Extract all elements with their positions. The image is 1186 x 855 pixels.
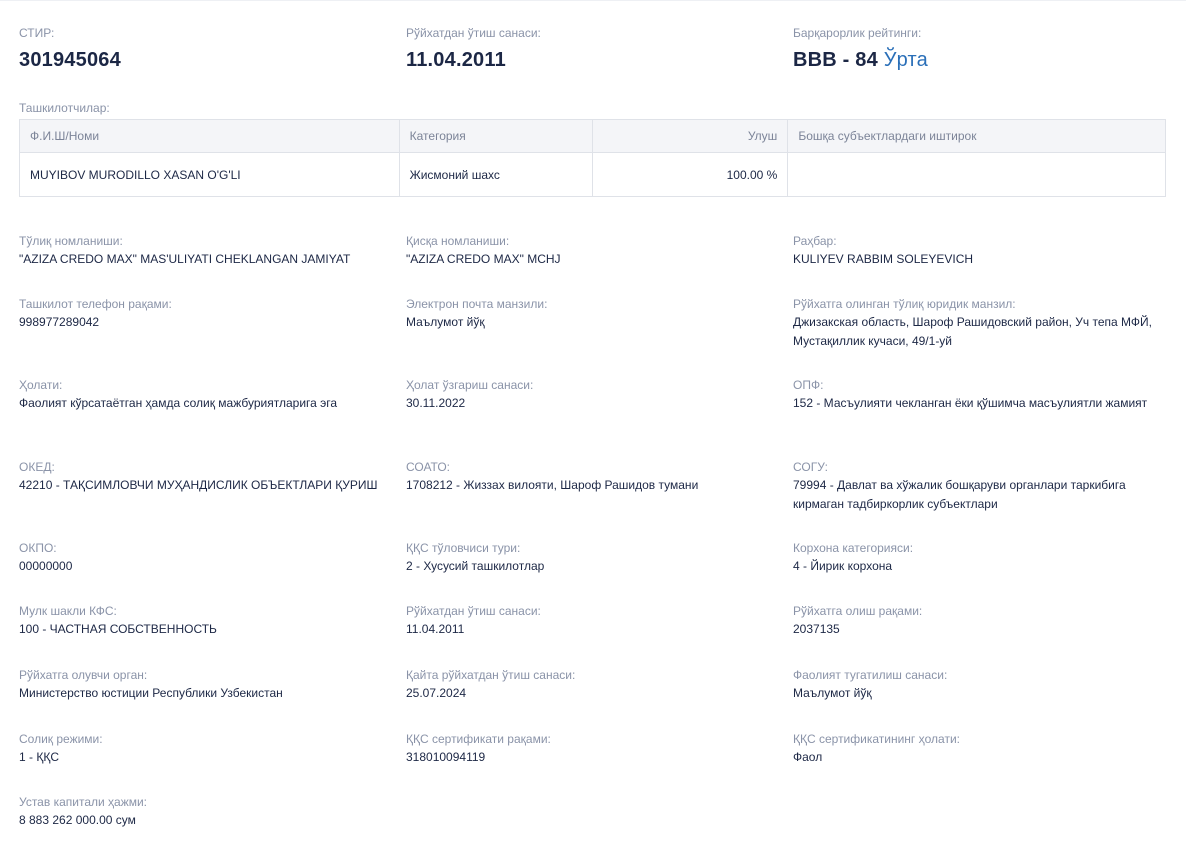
founders-table bbox=[19, 119, 1166, 197]
reg-date2-label: Рўйхатдан ўтиш санаси: bbox=[406, 604, 541, 618]
status-date-value: 30.11.2022 bbox=[406, 396, 466, 410]
rating-score: BBB - 84 bbox=[793, 49, 878, 71]
rating-value bbox=[793, 47, 928, 73]
vat-payer-label: ҚҚС тўловчиси тури: bbox=[406, 541, 521, 555]
status-date-label: Ҳолат ўзгариш санаси: bbox=[406, 378, 534, 392]
rating-level[interactable]: Ўрта bbox=[883, 49, 928, 71]
stir-label: СТИР: bbox=[19, 26, 55, 40]
founder-other bbox=[788, 153, 1166, 197]
top-divider bbox=[0, 0, 1186, 1]
rating-label: Барқарорлик рейтинги: bbox=[793, 26, 922, 40]
phone-label: Ташкилот телефон рақами: bbox=[19, 297, 172, 311]
okpo-value: 00000000 bbox=[19, 559, 73, 573]
director-label: Раҳбар: bbox=[793, 234, 837, 248]
founder-share: 100.00 % bbox=[593, 153, 788, 197]
vat-cert-status-label: ҚҚС сертификатининг ҳолати: bbox=[793, 732, 960, 746]
status-block bbox=[19, 377, 394, 413]
capital-value: 8 883 262 000.00 сум bbox=[19, 813, 136, 827]
soato-label: СОАТО: bbox=[406, 460, 450, 474]
sogu-label: СОГУ: bbox=[793, 460, 828, 474]
vat-cert-status-block bbox=[793, 731, 1168, 767]
short-name-block bbox=[406, 233, 776, 269]
reg-date2-block bbox=[406, 603, 776, 639]
email-block bbox=[406, 296, 776, 332]
reg-number-block bbox=[793, 603, 1168, 639]
rereg-date-value: 25.07.2024 bbox=[406, 686, 467, 700]
vat-payer-block bbox=[406, 540, 776, 576]
reg-body-value: Министерство юстиции Республики Узбекистан bbox=[19, 686, 283, 700]
founders-label: Ташкилотчилар: bbox=[19, 101, 110, 115]
end-date-value: Маълумот йўқ bbox=[793, 686, 872, 700]
ownership-block bbox=[19, 603, 389, 639]
short-name-label: Қисқа номланиши: bbox=[406, 234, 510, 248]
opf-value: 152 - Масъулияти чекланган ёки қўшимча масъулиятли жамият bbox=[793, 396, 1148, 410]
col-other: Бошқа субъектлардаги иштирок bbox=[788, 120, 1166, 153]
okpo-label: ОКПО: bbox=[19, 541, 57, 555]
founders-header-row bbox=[20, 120, 1166, 153]
oked-label: ОКЕД: bbox=[19, 460, 55, 474]
opf-block bbox=[793, 377, 1168, 413]
okpo-block bbox=[19, 540, 389, 576]
end-date-label: Фаолият тугатилиш санаси: bbox=[793, 668, 948, 682]
email-value: Маълумот йўқ bbox=[406, 315, 485, 329]
address-value: Джизакская область, Шароф Рашидовский район, Уч тепа МФЙ, Мустақиллик кучаси, 49/1-уй bbox=[793, 315, 1152, 348]
status-date-block bbox=[406, 377, 776, 413]
reg-date-value: 11.04.2011 bbox=[406, 49, 506, 71]
col-category: Категория bbox=[399, 120, 593, 153]
stir-value: 301945064 bbox=[19, 49, 121, 71]
full-name-label: Тўлиқ номланиши: bbox=[19, 234, 123, 248]
soato-value: 1708212 - Жиззах вилояти, Шароф Рашидов тумани bbox=[406, 478, 699, 492]
rating-block bbox=[793, 25, 928, 73]
full-name-block bbox=[19, 233, 389, 269]
tax-regime-label: Солиқ режими: bbox=[19, 732, 103, 746]
reg-number-label: Рўйхатга олиш рақами: bbox=[793, 604, 923, 618]
tax-regime-value: 1 - ҚҚС bbox=[19, 750, 59, 764]
status-value: Фаолият кўрсатаётган ҳамда солиқ мажбуриятларига эга bbox=[19, 396, 338, 410]
enterprise-category-value: 4 - Йирик корхона bbox=[793, 559, 893, 573]
enterprise-category-block bbox=[793, 540, 1168, 576]
col-share: Улуш bbox=[593, 120, 788, 153]
vat-cert-value: 318010094119 bbox=[406, 750, 486, 764]
opf-label: ОПФ: bbox=[793, 378, 824, 392]
director-block bbox=[793, 233, 1168, 269]
reg-date-block bbox=[406, 25, 541, 73]
phone-block bbox=[19, 296, 389, 332]
oked-block bbox=[19, 459, 399, 495]
full-name-value: "AZIZA CREDO MAX" MAS'ULIYATI CHEKLANGAN JAMIYAT bbox=[19, 252, 351, 266]
address-block bbox=[793, 296, 1168, 351]
reg-body-label: Рўйхатга олувчи орган: bbox=[19, 668, 148, 682]
sogu-block bbox=[793, 459, 1168, 514]
vat-cert-block bbox=[406, 731, 776, 767]
vat-cert-status-value: Фаол bbox=[793, 750, 823, 764]
reg-date2-value: 11.04.2011 bbox=[406, 622, 465, 636]
sogu-value: 79994 - Давлат ва хўжалик бошқаруви органлари таркибига кирмаган тадбиркорлик субъектлари bbox=[793, 478, 1126, 511]
status-label: Ҳолати: bbox=[19, 378, 63, 392]
capital-block bbox=[19, 794, 389, 830]
table-row bbox=[20, 153, 1166, 197]
director-value: KULIYEV RABBIM SOLEYEVICH bbox=[793, 252, 974, 266]
soato-block bbox=[406, 459, 781, 495]
founder-name: MUYIBOV MURODILLO XASAN O'G'LI bbox=[20, 153, 400, 197]
email-label: Электрон почта манзили: bbox=[406, 297, 548, 311]
phone-value: 998977289042 bbox=[19, 315, 100, 329]
reg-body-block bbox=[19, 667, 389, 703]
vat-cert-label: ҚҚС сертификати рақами: bbox=[406, 732, 551, 746]
end-date-block bbox=[793, 667, 1168, 703]
rereg-date-label: Қайта рўйхатдан ўтиш санаси: bbox=[406, 668, 576, 682]
vat-payer-value: 2 - Хусусий ташкилотлар bbox=[406, 559, 545, 573]
ownership-value: 100 - ЧАСТНАЯ СОБСТВЕННОСТЬ bbox=[19, 622, 217, 636]
short-name-value: "AZIZA CREDO MAX" MCHJ bbox=[406, 252, 561, 266]
reg-date-label: Рўйхатдан ўтиш санаси: bbox=[406, 26, 541, 40]
col-name: Ф.И.Ш/Номи bbox=[20, 120, 400, 153]
stir-block bbox=[19, 25, 121, 73]
rereg-date-block bbox=[406, 667, 776, 703]
enterprise-category-label: Корхона категорияси: bbox=[793, 541, 914, 555]
tax-regime-block bbox=[19, 731, 389, 767]
address-label: Рўйхатга олинган тўлиқ юридик манзил: bbox=[793, 297, 1016, 311]
reg-number-value: 2037135 bbox=[793, 622, 840, 636]
capital-label: Устав капитали ҳажми: bbox=[19, 795, 148, 809]
founder-category: Жисмоний шахс bbox=[399, 153, 593, 197]
oked-value: 42210 - ТАҚСИМЛОВЧИ МУҲАНДИСЛИК ОБЪЕКТЛАРИ ҚУРИШ bbox=[19, 478, 378, 492]
ownership-label: Мулк шакли КФС: bbox=[19, 604, 117, 618]
